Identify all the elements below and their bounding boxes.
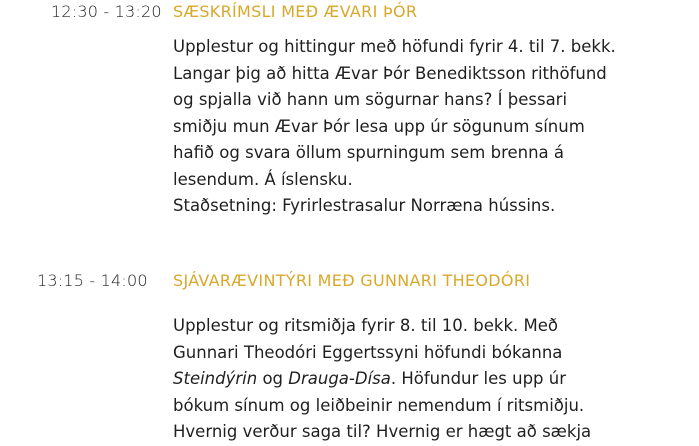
- book-title: Drauga-Dísa: [288, 369, 391, 388]
- description-line: lesendum. Á íslensku.: [173, 169, 353, 189]
- event-title: SÆSKRÍMSLI MEÐ ÆVARI ÞÓR: [173, 2, 418, 21]
- event-time: 12:30 - 13:20: [51, 2, 162, 21]
- description-line: Gunnari Theodóri Eggertssyni höfundi bókanna: [173, 342, 563, 362]
- event-description: [173, 313, 673, 446]
- description-line: smiðju mun Ævar Þór lesa upp úr sögunum sínum: [173, 116, 585, 136]
- description-line: Hvernig verður saga til? Hvernig er hægt að sækja: [173, 422, 592, 441]
- description-line: hafið og svara öllum spurningum sem brenna á: [173, 143, 565, 162]
- event-description: [173, 34, 673, 220]
- book-title: Steindýrin: [173, 369, 258, 388]
- description-text: . Höfundur les upp úr: [390, 369, 567, 388]
- description-line: Upplestur og ritsmiðja fyrir 8. til 10. bekk. Með: [173, 316, 558, 335]
- description-line: bókum sínum og leiðbeinir nemendum í ritsmiðju.: [173, 395, 585, 415]
- description-line: [173, 366, 673, 393]
- description-line: og spjalla við hann um sögurnar hans? Í þessari: [173, 90, 568, 109]
- description-line: Upplestur og hittingur með höfundi fyrir 4. til 7. bekk.: [173, 37, 616, 56]
- event-title: SJÁVARÆVINTÝRI MEÐ GUNNARI THEODÓRI: [173, 271, 531, 290]
- conjunction-text: og: [257, 369, 289, 388]
- event-location: Staðsetning: Fyrirlestrasalur Norræna hússins.: [173, 196, 556, 215]
- event-time: 13:15 - 14:00: [37, 271, 148, 290]
- description-line: Langar þig að hitta Ævar Þór Benediktsson rithöfund: [173, 63, 607, 83]
